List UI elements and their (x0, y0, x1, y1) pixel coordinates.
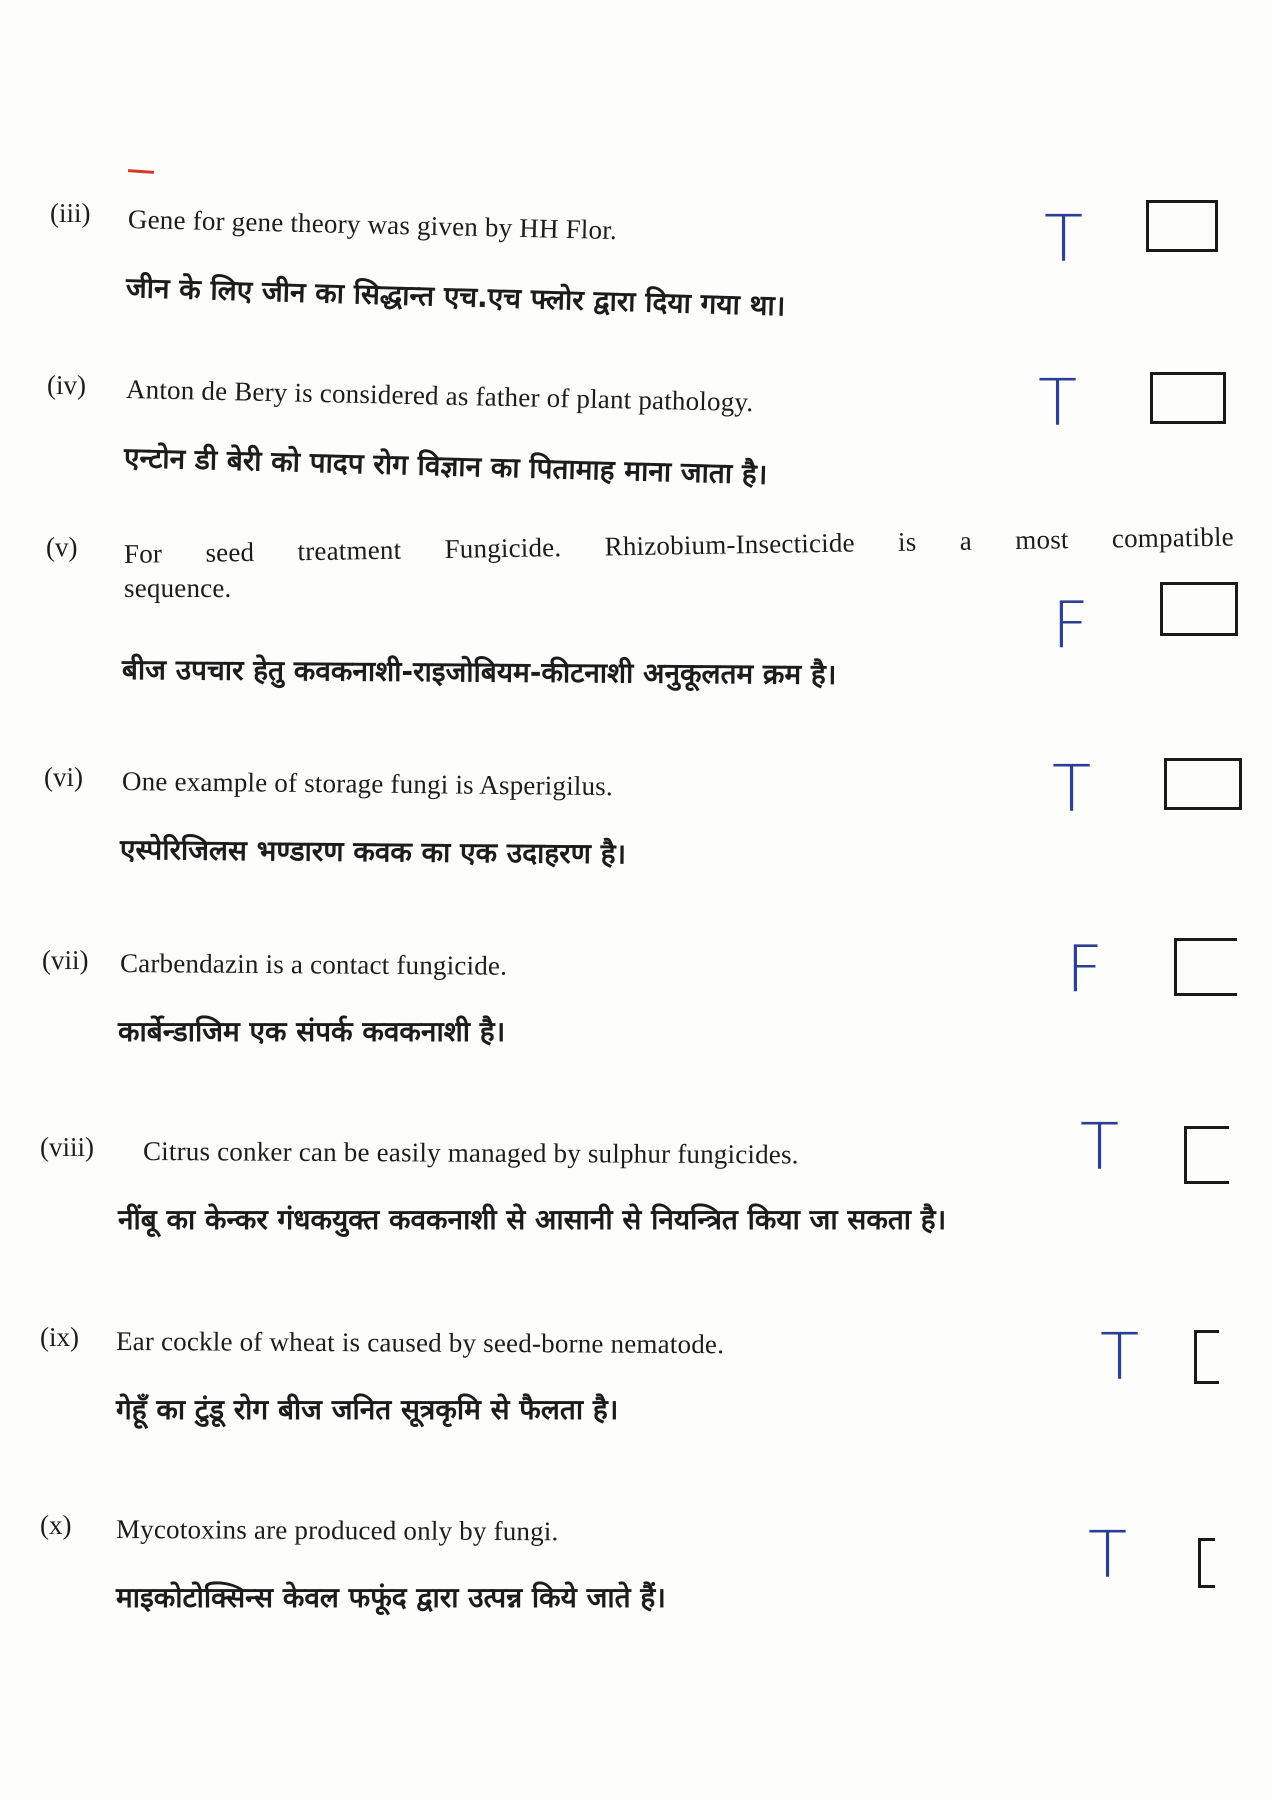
question-text-english: Gene for gene theory was given by HH Flor. (127, 204, 618, 246)
answer-box[interactable] (1146, 200, 1218, 252)
answer-box[interactable] (1174, 938, 1237, 996)
answer-true-mark: T (1080, 1111, 1120, 1185)
question-text-hindi: गेहूँ का टुंडू रोग बीज जनित सूत्रकृमि से फैलता है। (116, 1393, 619, 1426)
question-text-hindi: कार्बेन्डाजिम एक संपर्क कवकनाशी है। (118, 1015, 506, 1048)
answer-box[interactable] (1150, 372, 1226, 424)
question-text-english: One example of storage fungi is Asperigilus. (121, 766, 614, 802)
question-text-english: Ear cockle of wheat is caused by seed-borne nematode. (115, 1326, 725, 1360)
question-text-english: Anton de Bery is considered as father of plant pathology. (125, 374, 754, 418)
question-text-line-1: For seed treatment Fungicide. Rhizobium-Insecticide is a most compatible (123, 521, 1235, 569)
question-number: (ix) (40, 1322, 79, 1352)
answer-box[interactable] (1160, 582, 1238, 636)
question-number: (viii) (40, 1132, 94, 1162)
answer-box[interactable] (1194, 1330, 1219, 1384)
answer-box[interactable] (1198, 1538, 1215, 1588)
answer-true-mark: T (1038, 367, 1078, 441)
answer-true-mark: T (1044, 203, 1084, 277)
question-text-english: Carbendazin is a contact fungicide. (119, 948, 508, 981)
answer-true-mark: T (1100, 1321, 1140, 1395)
answer-false-mark: F (1066, 933, 1103, 1007)
question-number: (iv) (47, 370, 86, 400)
question-text-hindi: जीन के लिए जीन का सिद्धान्त एच.एच फ्लोर द्वारा दिया गया था। (125, 271, 786, 323)
question-text-english: Mycotoxins are produced only by fungi. (115, 1514, 559, 1547)
question-text-line-2: sequence. (124, 573, 232, 603)
answer-true-mark: T (1052, 753, 1092, 827)
answer-box[interactable] (1184, 1126, 1229, 1184)
question-text-hindi: माइकोटोक्सिन्स केवल फफूंद द्वारा उत्पन्न किये जाते हैं। (116, 1581, 666, 1614)
question-text-hindi: नींबू का केन्कर गंधकयुक्त कवकनाशी से आसानी से नियन्त्रित किया जा सकता है। (118, 1203, 947, 1236)
answer-box[interactable] (1164, 758, 1242, 810)
question-number: (v) (46, 532, 78, 562)
question-text-english: Citrus conker can be easily managed by sulphur fungicides. (142, 1136, 799, 1170)
question-number: (iii) (50, 198, 91, 228)
question-number: (vii) (42, 945, 89, 975)
question-number: (vi) (44, 762, 83, 792)
red-pen-mark (128, 169, 154, 174)
answer-true-mark: T (1088, 1519, 1128, 1593)
answer-false-mark: F (1052, 589, 1089, 663)
question-text-hindi: एस्पेरिजिलस भण्डारण कवक का एक उदाहरण है। (119, 833, 627, 871)
question-text-hindi: बीज उपचार हेतु कवकनाशी-राइजोबियम-कीटनाशी अनुकूलतम क्रम है। (121, 653, 837, 691)
question-text-hindi: एन्टोन डी बेरी को पादप रोग विज्ञान का पितामाह माना जाता है। (123, 441, 768, 491)
question-number: (x) (40, 1510, 72, 1540)
